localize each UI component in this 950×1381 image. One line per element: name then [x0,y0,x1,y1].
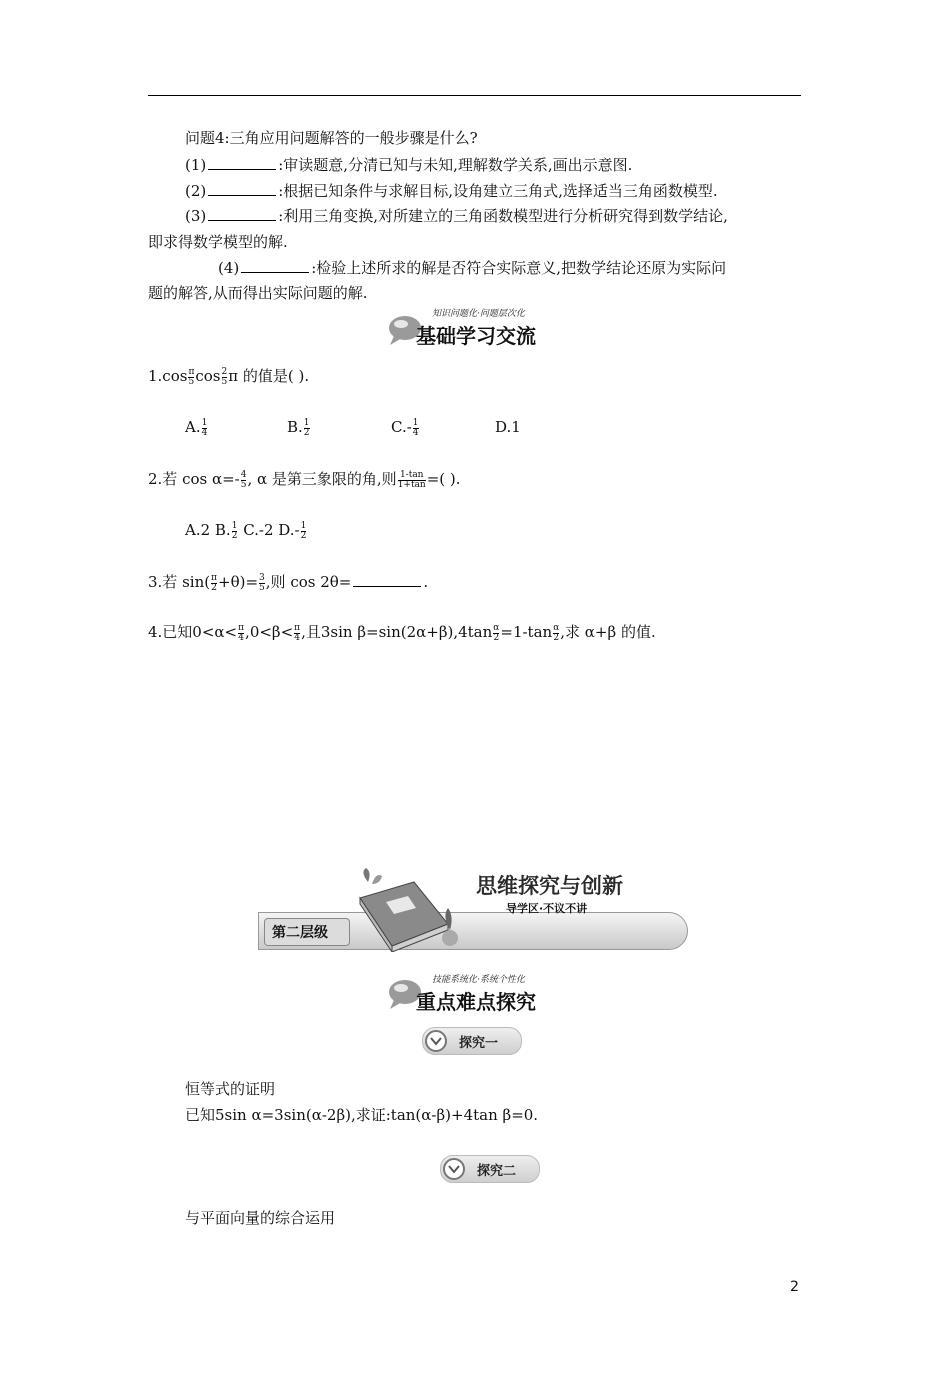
step3-text: :利用三角变换,对所建立的三角函数模型进行分析研究得到数学结论, [278,207,728,225]
ex1-option-a[interactable] [185,417,287,438]
exercise-3 [148,572,428,593]
explore-two-heading: 与平面向量的综合运用 [185,1209,336,1227]
ex1-option-a-label: A. [185,418,201,436]
ex1-option-c-den: 4 [412,427,419,438]
step4 [218,258,726,278]
chevron-down-icon [443,1158,465,1180]
ex1-option-a-den: 4 [201,427,208,438]
page-number: 2 [790,1279,799,1295]
ex3-answer-blank[interactable] [353,572,421,587]
ex1-prefix: 1.cos [148,367,188,385]
level-title: 思维探究与创新 [476,874,623,898]
ex3-frac-pi [211,574,217,593]
explore-one-tab[interactable] [422,1027,522,1055]
ex4-frac4-num: α [553,622,560,633]
explore-two-tab[interactable] [440,1155,540,1183]
level-label: 第二层级 [272,925,328,941]
ex4-frac4-den: 2 [553,632,560,643]
ex1-suffix: 的值是( ). [238,367,310,385]
ex4-text1: 4.已知0<α< [148,623,238,641]
exercise-2 [148,469,461,490]
ex1-option-d[interactable]: D.1 [495,418,521,436]
ex4-frac2-num: π [294,622,301,633]
ex1-option-b-label: B. [287,418,303,436]
ex3-mid: +θ)= [218,573,259,591]
step3-blank[interactable] [208,206,276,221]
step2 [185,181,718,201]
ex1-frac-b-num: 2 [221,366,228,377]
ex1-frac-b-den: 5 [221,376,228,387]
step1-number: (1) [185,156,207,174]
book-icon [350,868,460,952]
ex4-text5: ,求 α+β 的值. [560,623,656,641]
ex2-options-ab[interactable]: A.2 B. [185,521,231,539]
banner-level-two [258,868,690,952]
ex1-option-c[interactable] [391,417,495,438]
ex1-frac-a-num: π [188,366,195,377]
banner1-title: 基础学习交流 [416,324,536,348]
ex2-frac-tan-den: 1+tan [397,479,426,490]
banner-basic-learning [388,306,568,350]
step4-text: :检验上述所求的解是否符合实际意义,把数学结论还原为实际问 [311,259,727,277]
question4-title: 问题4:三角应用问题解答的一般步骤是什么? [185,129,478,147]
ex4-frac4 [553,624,559,643]
banner3-title: 重点难点探究 [416,990,536,1014]
ex2-option-d-num: 1 [300,520,307,531]
ex2-frac-cos-num: 4 [240,469,247,480]
exercise-1 [148,366,309,387]
ex3-frac-value-den: 5 [259,582,265,593]
ex1-option-b-num: 1 [303,417,310,428]
step1-blank[interactable] [208,155,276,170]
ex3-frac-value [259,574,265,593]
step1 [185,155,632,175]
ex2-frac-tan [398,471,426,490]
banner1-tag: 知识问题化·问题层次化 [432,309,525,319]
ex1-option-c-frac [413,419,419,438]
ex4-text3: ,且3sin β=sin(2α+β),4tan [301,623,493,641]
ex4-frac1-num: π [238,622,245,633]
ex1-option-b-frac [304,419,310,438]
explore-two-label: 探究二 [477,1164,517,1179]
ex4-frac3-num: α [493,622,500,633]
ex4-frac2 [294,624,300,643]
ex3-suffix: ,则 cos 2θ= [265,573,352,591]
ex2-prefix: 2.若 cos α=- [148,470,240,488]
ex1-option-c-label: C.- [391,418,412,436]
ex4-frac1 [238,624,244,643]
level-subtitle: 导学区·不议不讲 [506,902,588,915]
ex1-option-b-den: 2 [303,427,310,438]
ex1-pi: π [228,367,239,385]
step3 [185,206,728,226]
step1-text: :审读题意,分清已知与未知,理解数学关系,画出示意图. [278,156,633,174]
ex1-frac-a [188,368,194,387]
explore-one-label: 探究一 [459,1036,499,1051]
ex2-mid: , α 是第三象限的角,则 [247,470,397,488]
ex4-frac2-den: 4 [294,632,300,643]
banner3-tag: 技能系统化·系统个性化 [432,975,525,985]
header-rule [148,95,801,96]
ex2-options-cd[interactable]: C.-2 D.- [238,521,300,539]
explore-one-body: 已知5sin α=3sin(α-2β),求证:tan(α-β)+4tan β=0. [185,1106,539,1124]
explore-one-heading: 恒等式的证明 [185,1080,276,1098]
step3-continued: 即求得数学模型的解. [148,233,288,251]
ex1-frac-a-den: 5 [188,376,195,387]
ex2-option-d-den: 2 [300,530,307,541]
banner-key-difficult [388,970,568,1014]
step4-blank[interactable] [241,258,309,273]
ex1-option-c-num: 1 [412,417,419,428]
ex1-option-b[interactable] [287,417,391,438]
ex2-options [185,520,307,541]
ex3-frac-value-num: 3 [259,572,265,583]
step3-number: (3) [185,207,207,225]
ex1-frac-b [222,368,228,387]
ex4-frac3 [493,624,499,643]
ex2-option-b-den: 2 [231,530,238,541]
ex2-frac-cos-den: 5 [240,479,247,490]
ex3-frac-pi-den: 2 [211,582,217,593]
ex4-text4: =1-tan [500,623,553,641]
ex3-end: . [423,573,429,591]
ex3-frac-pi-num: π [211,572,218,583]
ex1-option-a-frac [202,419,208,438]
ex2-option-d-frac [301,522,307,541]
exercise-4 [148,622,656,643]
step2-blank[interactable] [208,181,276,196]
ex4-frac3-den: 2 [493,632,500,643]
ex1-mid: cos [195,367,221,385]
step2-number: (2) [185,182,207,200]
chevron-down-icon [425,1030,447,1052]
ex2-option-b-num: 1 [231,520,238,531]
ex4-text2: ,0<β< [245,623,294,641]
ex1-option-a-num: 1 [201,417,208,428]
ex2-option-b-frac [232,522,238,541]
step4-continued: 题的解答,从而得出实际问题的解. [148,284,368,302]
ex1-options [185,417,521,438]
ex2-suffix: =( ). [426,470,461,488]
ex2-frac-tan-num: 1-tan [399,469,424,480]
ex2-frac-cos [241,471,247,490]
ex3-prefix: 3.若 sin( [148,573,211,591]
ex4-frac1-den: 4 [238,632,244,643]
step4-number: (4) [218,259,240,277]
step2-text: :根据已知条件与求解目标,设角建立三角式,选择适当三角函数模型. [278,182,718,200]
